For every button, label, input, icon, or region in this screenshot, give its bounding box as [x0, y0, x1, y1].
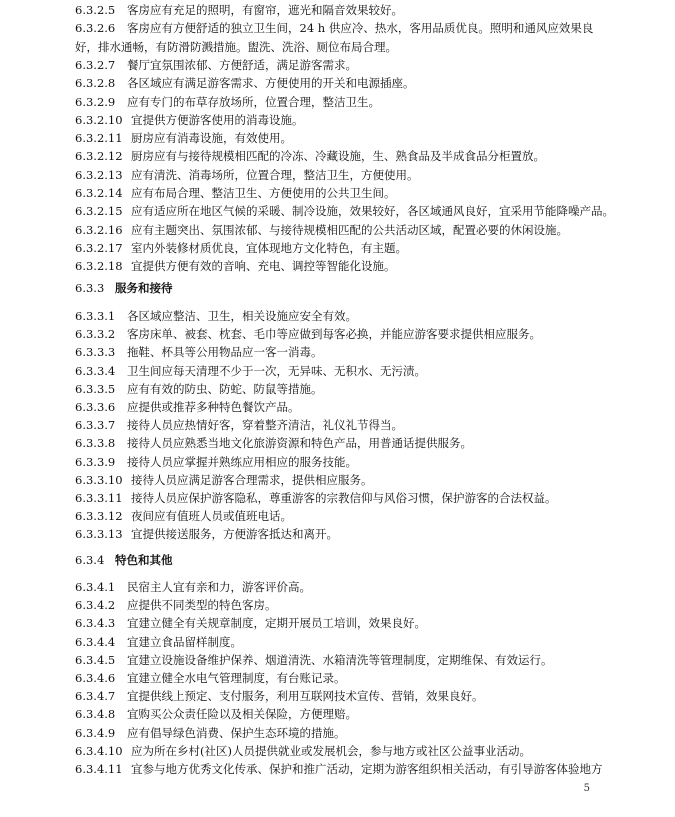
clause-number: 6.3.4.11	[75, 762, 123, 776]
clause-text: 宜建立设施设备维护保养、烟道清洗、水箱清洗等管理制度，定期维保、有效运行。	[127, 652, 553, 667]
clause-number: 6.3.2.8	[75, 76, 116, 91]
clause-number: 6.3.3.9	[75, 454, 116, 469]
clause-number: 6.3.3.1	[75, 309, 116, 323]
clause-text: 接待人员应掌握并熟练应用相应的服务技能。	[127, 454, 357, 469]
clause-number: 6.3.2.16	[75, 222, 123, 237]
clause-item	[75, 19, 615, 37]
clause-item	[75, 166, 615, 184]
clause-number: 6.3.3.2	[75, 327, 116, 342]
clause-item	[75, 239, 615, 257]
clause-text: 客房床单、被套、枕套、毛巾等应做到每客必换，并能应游客要求提供相应服务。	[127, 327, 541, 342]
clause-text: 宜购买公众责任险以及相关保险，方便理赔。	[127, 707, 357, 722]
clause-continuation	[75, 38, 615, 56]
clause-text: 应提供不同类型的特色客房。	[127, 598, 277, 613]
clause-number: 6.3.3.4	[75, 363, 116, 378]
clause-item	[75, 724, 615, 742]
clause-text: 宜建立健全水电气管理制度，有台账记录。	[127, 671, 346, 685]
clause-number: 6.3.4.2	[75, 598, 116, 613]
clause-number: 6.3.3.13	[75, 527, 123, 542]
clause-text: 应有适应所在地区气候的采暖、制冷设施，效果较好，各区域通风良好，宜采用节能降噪产品。	[131, 204, 614, 219]
clause-number: 6.3.2.7	[75, 57, 116, 72]
section-heading-6-3-3	[75, 279, 173, 297]
clause-text: 各区域应整洁、卫生，相关设施应安全有效。	[127, 309, 357, 323]
clause-item	[75, 1, 615, 19]
clause-text: 拖鞋、杯具等公用物品应一客一消毒。	[127, 345, 323, 360]
clause-text: 宜建立健全有关规章制度，定期开展员工培训，效果良好。	[127, 616, 426, 631]
clause-text: 接待人员应熟悉当地文化旅游资源和特色产品，用普通话提供服务。	[127, 436, 472, 451]
clause-number: 6.3.3.8	[75, 436, 116, 451]
clause-item	[75, 651, 615, 669]
clause-item	[75, 147, 615, 165]
clause-item	[75, 471, 615, 489]
clause-number: 6.3.2.5	[75, 3, 116, 17]
clause-item	[75, 687, 615, 705]
section-number: 6.3.3	[75, 281, 105, 295]
clause-text: 接待人员应满足游客合理需求，提供相应服务。	[131, 472, 373, 487]
clause-number: 6.3.3.7	[75, 418, 116, 433]
clause-number: 6.3.4.10	[75, 743, 123, 758]
clause-text: 应有清洗、消毒场所，位置合理，整洁卫生，方便使用。	[131, 167, 419, 182]
clause-number: 6.3.2.13	[75, 167, 123, 182]
clause-item	[75, 362, 615, 380]
clause-item	[75, 257, 615, 275]
clause-text: 应提供或推荐多种特色餐饮产品。	[127, 400, 300, 414]
clause-text: 接待人员应热情好客，穿着整齐清洁，礼仪礼节得当。	[127, 418, 403, 433]
clause-text: 厨房应有与接待规模相匹配的冷冻、冷藏设施，生、熟食品及半成食品分柜置放。	[131, 149, 545, 164]
clause-item	[75, 596, 615, 614]
clause-item	[75, 489, 615, 507]
clause-item	[75, 221, 615, 239]
clause-item	[75, 307, 615, 325]
clause-item	[75, 111, 615, 129]
clause-item	[75, 202, 615, 220]
clause-text: 客房应有方便舒适的独立卫生间，24 h 供应冷、热水，客用品质优良。照明和通风应效果良	[127, 21, 594, 36]
clause-item	[75, 633, 615, 651]
section-title: 特色和其他	[115, 553, 173, 567]
clause-item	[75, 343, 615, 361]
clause-text: 应有有效的防虫、防蛇、防鼠等措施。	[127, 381, 323, 396]
clause-text: 厨房应有消毒设施，有效使用。	[131, 131, 292, 146]
clause-number: 6.3.2.10	[75, 112, 123, 127]
clause-text: 应有布局合理、整洁卫生、方便使用的公共卫生间。	[131, 186, 396, 200]
clause-item	[75, 93, 615, 111]
clause-number: 6.3.3.5	[75, 381, 116, 396]
clause-item	[75, 129, 615, 147]
clause-text: 卫生间应每天清理不少于一次，无异味、无积水、无污渍。	[127, 363, 426, 378]
clause-item	[75, 507, 615, 525]
clause-text: 宜提供线上预定、支付服务，利用互联网技术宣传、营销，效果良好。	[127, 689, 484, 704]
clause-number: 6.3.3.12	[75, 509, 123, 524]
clause-item	[75, 74, 615, 92]
clause-text: 室内外装修材质优良，宜体现地方文化特色，有主题。	[131, 240, 407, 255]
clause-item	[75, 614, 615, 632]
clause-item	[75, 525, 615, 543]
clause-number: 6.3.2.9	[75, 94, 116, 109]
clause-item	[75, 705, 615, 723]
clause-number: 6.3.2.6	[75, 21, 116, 36]
clause-number: 6.3.2.12	[75, 149, 123, 164]
clause-number: 6.3.4.4	[75, 634, 116, 649]
clause-text: 接待人员应保护游客隐私，尊重游客的宗教信仰与风俗习惯，保护游客的合法权益。	[131, 491, 557, 505]
clause-item	[75, 578, 615, 596]
clause-item	[75, 453, 615, 471]
section-title: 服务和接待	[115, 281, 173, 295]
clause-number: 6.3.2.11	[75, 131, 123, 146]
clause-number: 6.3.3.6	[75, 400, 116, 414]
clause-number: 6.3.2.15	[75, 204, 123, 219]
clause-text: 宜提供方便游客使用的消毒设施。	[131, 112, 304, 127]
clause-item	[75, 669, 615, 687]
clause-number: 6.3.2.14	[75, 186, 123, 200]
clause-number: 6.3.4.6	[75, 671, 116, 685]
clause-text: 客房应有充足的照明，有窗帘，遮光和隔音效果较好。	[127, 3, 403, 17]
clause-number: 6.3.2.18	[75, 259, 123, 274]
clause-text: 宜参与地方优秀文化传承、保护和推广活动，定期为游客组织相关活动，有引导游客体验地方	[131, 762, 603, 776]
clause-text: 餐厅宜氛围浓郁、方便舒适，满足游客需求。	[127, 57, 357, 72]
clause-text: 宜提供接送服务，方便游客抵达和离开。	[131, 527, 338, 542]
clause-number: 6.3.4.7	[75, 689, 116, 704]
clause-number: 6.3.4.5	[75, 652, 116, 667]
clause-number: 6.3.4.9	[75, 725, 116, 740]
clause-text: 宜提供方便有效的音响、充电、调控等智能化设施。	[131, 259, 396, 274]
page-number: 5	[583, 783, 590, 794]
clause-number: 6.3.4.1	[75, 580, 116, 594]
clause-text: 应为所在乡村(社区)人员提供就业或发展机会，参与地方或社区公益事业活动。	[131, 743, 531, 758]
clause-item	[75, 380, 615, 398]
clause-text: 民宿主人宜有亲和力，游客评价高。	[127, 580, 311, 594]
clause-text: 宜建立食品留样制度。	[127, 634, 242, 649]
clause-item	[75, 760, 615, 778]
clause-item	[75, 398, 615, 416]
clause-item	[75, 742, 615, 760]
clause-item	[75, 416, 615, 434]
clause-number: 6.3.4.8	[75, 707, 116, 722]
clause-text: 应有主题突出、氛围浓郁、与接待规模相匹配的公共活动区域，配置必要的休闲设施。	[131, 222, 568, 237]
clause-item	[75, 434, 615, 452]
clause-number: 6.3.3.3	[75, 345, 116, 360]
clause-number: 6.3.3.11	[75, 491, 123, 505]
clause-number: 6.3.4.3	[75, 616, 116, 631]
clause-item	[75, 184, 615, 202]
section-number: 6.3.4	[75, 553, 105, 567]
clause-text: 好，排水通畅，有防滑防溅措施。盥洗、洗浴、厕位布局合理。	[75, 39, 397, 54]
clause-text: 夜间应有值班人员或值班电话。	[131, 509, 292, 524]
clause-number: 6.3.2.17	[75, 240, 123, 255]
section-heading-6-3-4	[75, 551, 173, 569]
clause-number: 6.3.3.10	[75, 472, 123, 487]
clause-item	[75, 56, 615, 74]
clause-text: 应有倡导绿色消费、保护生态环境的措施。	[127, 725, 346, 740]
clause-item	[75, 325, 615, 343]
clause-text: 应有专门的布草存放场所，位置合理，整洁卫生。	[127, 94, 380, 109]
clause-text: 各区域应有满足游客需求、方便使用的开关和电源插座。	[127, 76, 415, 91]
